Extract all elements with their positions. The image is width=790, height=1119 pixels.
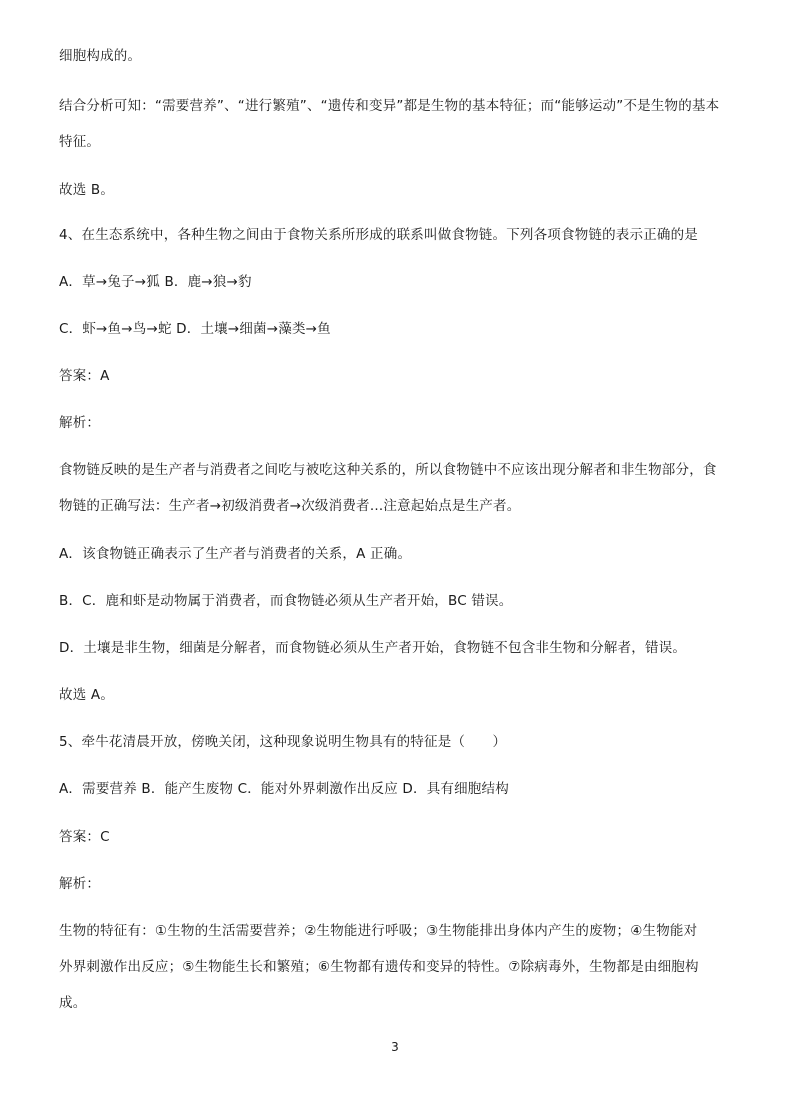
text-line-analysis-conclusion: 结合分析可知：“需要营养”、“进行繁殖”、“遗传和变异”都是生物的基本特征；而“能够运动”不是生物的基本 <box>59 98 720 114</box>
text-line-answer-choice-q3: 故选 B。 <box>59 182 115 198</box>
text-line-continuation: 细胞构成的。 <box>59 48 142 64</box>
page-number: 3 <box>391 1040 399 1054</box>
question-4-stem: 4、在生态系统中，各种生物之间由于食物关系所形成的联系叫做食物链。下列各项食物链的表示正确的是 <box>59 227 698 243</box>
text-line-analysis-conclusion-end: 特征。 <box>59 134 101 150</box>
question-4-options-cd: C．虾→鱼→鸟→蛇 D．土壤→细菌→藻类→鱼 <box>59 321 331 337</box>
question-4-analysis-option-a: A．该食物链正确表示了生产者与消费者的关系，A 正确。 <box>59 546 412 562</box>
question-4-options-ab: A．草→兔子→狐 B．鹿→狼→豹 <box>59 274 252 290</box>
question-4-final-choice: 故选 A。 <box>59 687 115 703</box>
question-5-stem: 5、牵牛花清晨开放，傍晚关闭，这种现象说明生物具有的特征是（ ） <box>59 734 507 750</box>
question-4-analysis-label: 解析： <box>59 415 101 431</box>
question-5-answer: 答案：C <box>59 829 110 845</box>
question-4-analysis-text: 食物链反映的是生产者与消费者之间吃与被吃这种关系的，所以食物链中不应该出现分解者和非生物部分，食 <box>59 462 717 478</box>
question-4-answer: 答案：A <box>59 368 110 384</box>
question-5-analysis-text: 生物的特征有：①生物的生活需要营养；②生物能进行呼吸；③生物能排出身体内产生的废物；④生物能对 <box>59 923 698 939</box>
question-5-analysis-text-end: 成。 <box>59 995 87 1011</box>
question-5-analysis-text-cont: 外界刺激作出反应；⑤生物能生长和繁殖；⑥生物都有遗传和变异的特性。⑦除病毒外，生物都是由细胞构 <box>59 959 699 975</box>
question-4-analysis-option-bc: B．C．鹿和虾是动物属于消费者，而食物链必须从生产者开始，BC 错误。 <box>59 593 513 609</box>
question-4-analysis-text-cont: 物链的正确写法：生产者→初级消费者→次级消费者…注意起始点是生产者。 <box>59 498 521 514</box>
question-5-options: A．需要营养 B．能产生废物 C．能对外界刺激作出反应 D．具有细胞结构 <box>59 781 509 797</box>
question-4-analysis-option-d: D．土壤是非生物，细菌是分解者，而食物链必须从生产者开始，食物链不包含非生物和分解者，错误。 <box>59 640 687 656</box>
question-5-analysis-label: 解析： <box>59 876 101 892</box>
